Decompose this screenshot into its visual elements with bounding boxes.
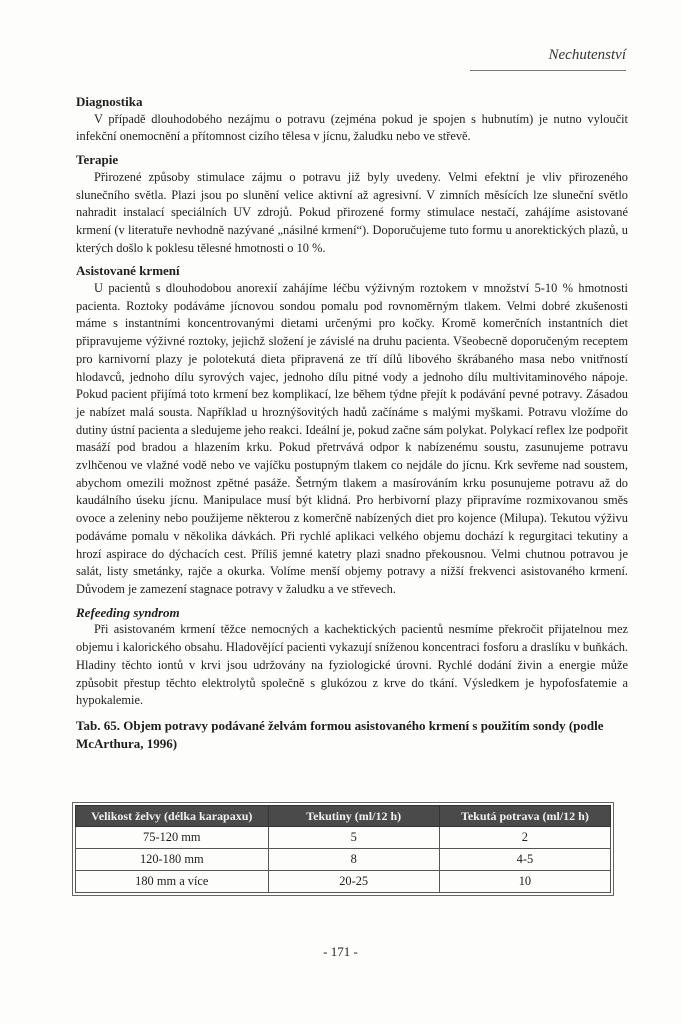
column-header: Tekutiny (ml/12 h) (268, 806, 439, 827)
column-header: Tekutá potrava (ml/12 h) (439, 806, 610, 827)
table-header-row (76, 806, 611, 827)
table-cell: 2 (439, 827, 610, 849)
table-row (76, 871, 611, 893)
table-cell: 20-25 (268, 871, 439, 893)
table-cell: 120-180 mm (76, 849, 269, 871)
table-row (76, 849, 611, 871)
table-caption: Tab. 65. Objem potravy podávané želvám formou asistovaného krmení s použitím sondy (podle McArthura, 1996) (76, 717, 604, 751)
header-rule (470, 70, 626, 71)
paragraph-diagnostika: V případě dlouhodobého nezájmu o potravu (zejména pokud je spojen s hubnutím) je nutno vyloučit infekční onemocnění a přítomnost cizího tělesa v jícnu, žaludku nebo ve střevě. (76, 111, 628, 144)
table-cell: 75-120 mm (76, 827, 269, 849)
paragraph-asistovane-krmeni: U pacientů s dlouhodobou anorexií zahájíme léčbu výživným roztokem v množství 5-10 % hmotnosti pacienta. Roztoky podáváme jícnovou sondou pomalu pod rovnoměrným tlakem. Velmi dobré zkušenosti máme s instantními koncentrovanými dietami určenými pro kočky. Kromě komerčních instantních diet připravujeme výživné roztoky, jejichž složení je závislé na druhu pacienta. Všeobecně doporučeným receptem pro karnivorní plazy je polotekutá dieta připravená ze tří dílů libového škrábaného masa nebo vnitřností hlodavců, jednoho dílu syrových vajec, jednoho dílu pitné vody a jednoho dílu multivitaminového nápoje. Pokud pacient přijímá toto krmení bez komplikací, lze během týdne přejít k podávání pevné potravy. Zásadou je nabízet malá sousta. Například u hroznýšovitých hadů začínáme s malými myškami. Potravu vložíme do dutiny ústní pacienta a sledujeme jeho reakci. Ideální je, pokud začne sám polykat. Polykací reflex lze podpořit masáží pod bradou a hlazením krku. Pokud přetrvává odpor k nabízenému soustu, zasunujeme potravu zvlhčenou ve vlažné vodě nebo ve vajíčku postupným tlakem co nejdále do jícnu. Krk sevřeme nad soustem, abychom omezili možnost zpětné pasáže. Šetrným tlakem a masírováním krku posunujeme potravu až do kaudálního úseku jícnu. Manipulace musí být klidná. Pro herbivorní plazy připravíme rozmixovanou směs ovoce a zeleniny nebo použijeme některou z komerčně nabízených diet pro kojence (Milupa). Tekutou výživu podáváme pomalu v několika dávkách. Při rychlé aplikaci velkého objemu dochází k regurgitaci tekutiny a hrozí aspirace do dýchacích cest. Příliš jemné katetry plazi snadno překousnou. Velmi chutnou potravou je salát, listy smetánky, rajče a okurka. Volíme menší objemy potravy a nižší frekvenci asistovaného krmení. Důvodem je zamezení stagnace potravy v žaludku a ve střevech. (76, 281, 628, 596)
table-cell: 8 (268, 849, 439, 871)
table-cell: 4-5 (439, 849, 610, 871)
running-head: Nechutenství (548, 47, 626, 63)
heading-diagnostika: Diagnostika (76, 94, 143, 109)
heading-asistovane-krmeni: Asistované krmení (76, 263, 180, 279)
paragraph-terapie: Přirozené způsoby stimulace zájmu o potravu již byly uvedeny. Velmi efektní je vliv přirozeného slunečního světla. Plazi jsou po slunění velice aktivní až agresivní. V zimních měsících lze sluneční světlo nahradit instalací speciálních UV zdrojů. Pokud přirozené formy stimulace nestačí, zahájíme asistované krmení (v literatuře nevhodně nazývané „násilné krmení“). Doporučujeme tuto formu u anorektických plazů, u kterých došlo k poklesu tělesné hmotnosti o 10 %. (76, 169, 628, 255)
page-number: - 171 - (323, 944, 358, 959)
table-row (76, 827, 611, 849)
table-cell: 180 mm a více (76, 871, 269, 893)
heading-terapie: Terapie (76, 152, 119, 168)
heading-refeeding-syndrom: Refeeding syndrom (76, 604, 180, 620)
feeding-volume-table (75, 805, 611, 893)
body-text (76, 93, 628, 753)
table-cell: 10 (439, 871, 610, 893)
column-header: Velikost želvy (délka karapaxu) (76, 806, 269, 827)
paragraph-refeeding-syndrom: Při asistovaném krmení těžce nemocných a kachektických pacientů nesmíme překročit přijatelnou mez objemu i kalorického obsahu. Hladovějící pacienti vykazují sníženou koncentraci fosforu a draslíku v buňkách. Hladiny těchto iontů v krvi jsou udržovány na fyziologické úrovni. Rychlé dodání živin a energie může způsobit přestup těchto elektrolytů společně s glukózou z krve do tkání. Výsledkem je hypofosfatemie a hypokalemie. (76, 622, 628, 708)
table-cell: 5 (268, 827, 439, 849)
